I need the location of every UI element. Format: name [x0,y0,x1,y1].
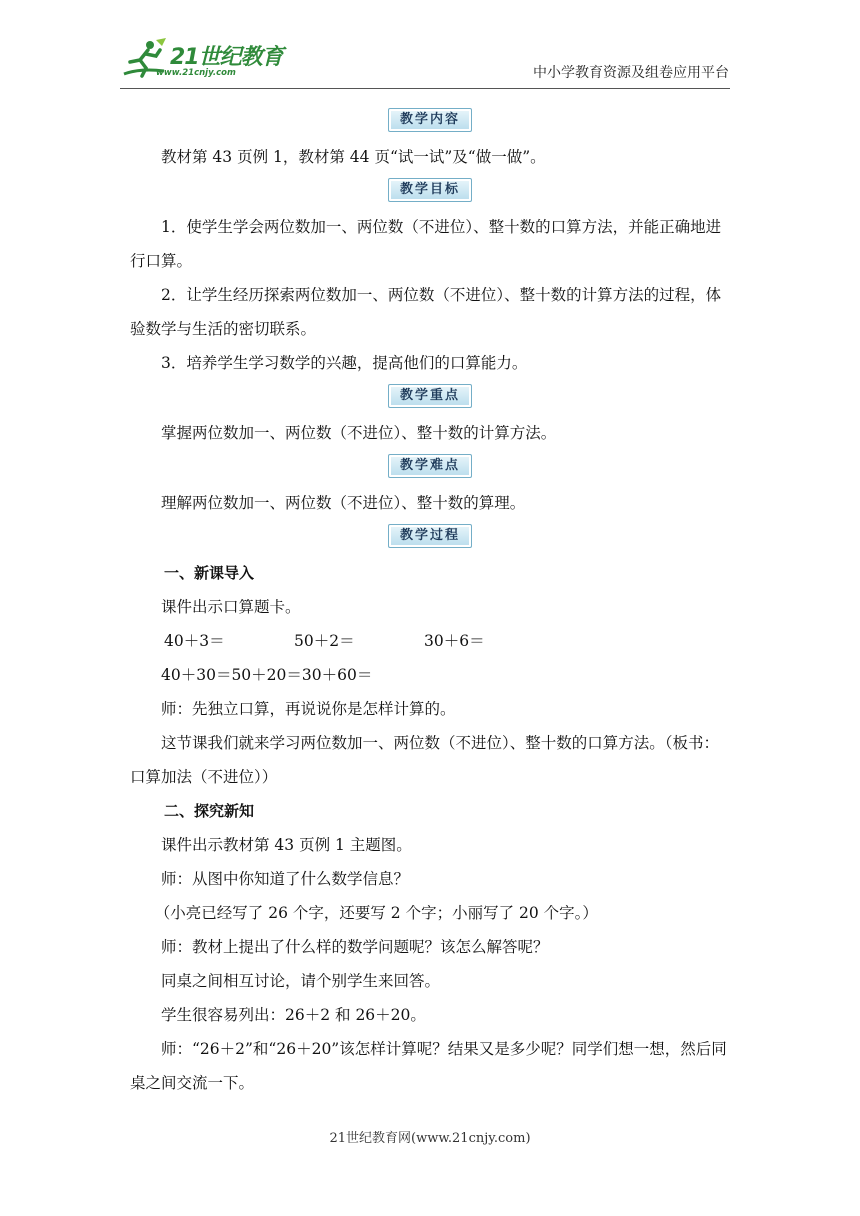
calc-item-3: 30＋6＝ [424,632,485,650]
goal-2: 2．让学生经历探索两位数加一、两位数（不进位）、整十数的计算方法的过程，体验数学与生活的密切联系。 [130,286,722,338]
calc-row [130,624,730,658]
explore-paragraph-1: 课件出示教材第 43 页例 1 主题图。 [161,836,412,854]
platform-title: 中小学教育资源及组卷应用平台 [533,65,729,81]
intro-paragraph-1: 课件出示口算题卡。 [161,598,301,616]
goal-3: 3．培养学生学习数学的兴趣，提高他们的口算能力。 [161,354,528,372]
calc-item-1: 40＋3＝ [164,632,225,650]
key-point-paragraph: 掌握两位数加一、两位数（不进位）、整十数的计算方法。 [161,424,557,442]
page-footer[interactable]: 21世纪教育网(www.21cnjy.com) [329,1131,531,1146]
intro-paragraph-3: 这节课我们就来学习两位数加一、两位数（不进位）、整十数的口算方法。（板书：口算加法（不进位）） [130,734,720,786]
logo-brand: 21世纪教育 [170,45,283,70]
calc-line-2: 40＋30＝50＋20＝30＋60＝ [161,666,373,684]
badge-key-points: 教学重点 [388,384,472,408]
explore-paragraph-2: 师：从图中你知道了什么数学信息？ [161,870,410,888]
explore-paragraph-6: 学生很容易列出：26＋2 和 26＋20。 [161,1006,426,1024]
section-heading-explore: 二、探究新知 [164,802,255,820]
explore-paragraph-7: 师：“26＋2”和“26＋20”该怎样计算呢？结果又是多少呢？同学们想一想，然后同桌之间交流一下。 [130,1040,727,1092]
logo-url: www.21cnjy.com [156,68,236,78]
explore-paragraph-3: （小亮已经写了 26 个字，还要写 2 个字；小丽写了 20 个字。） [154,904,598,922]
difficulty-paragraph: 理解两位数加一、两位数（不进位）、整十数的算理。 [161,494,526,512]
badge-row-difficulties [130,454,730,484]
badge-teaching-content: 教学内容 [388,108,472,132]
badge-teaching-goals: 教学目标 [388,178,472,202]
badge-row-key-points [130,384,730,414]
site-logo[interactable] [120,38,290,82]
badge-row-content [130,108,730,138]
badge-teaching-process: 教学过程 [388,524,472,548]
lesson-plan [130,104,730,1100]
explore-paragraph-4: 师：教材上提出了什么样的数学问题呢？该怎么解答呢？ [161,938,549,956]
page-header [0,0,860,100]
intro-paragraph-2: 师：先独立口算，再说说你是怎样计算的。 [161,700,456,718]
badge-row-process [130,524,730,554]
section-heading-intro: 一、新课导入 [164,564,255,582]
explore-paragraph-5: 同桌之间相互讨论，请个别学生来回答。 [161,972,441,990]
goal-1: 1．使学生学会两位数加一、两位数（不进位）、整十数的口算方法，并能正确地进行口算。 [130,218,722,270]
header-divider [120,88,730,89]
badge-row-goals [130,178,730,208]
calc-item-2: 50＋2＝ [294,632,355,650]
badge-difficulties: 教学难点 [388,454,472,478]
content-paragraph: 教材第 43 页例 1，教材第 44 页“试一试”及“做一做”。 [161,148,546,166]
